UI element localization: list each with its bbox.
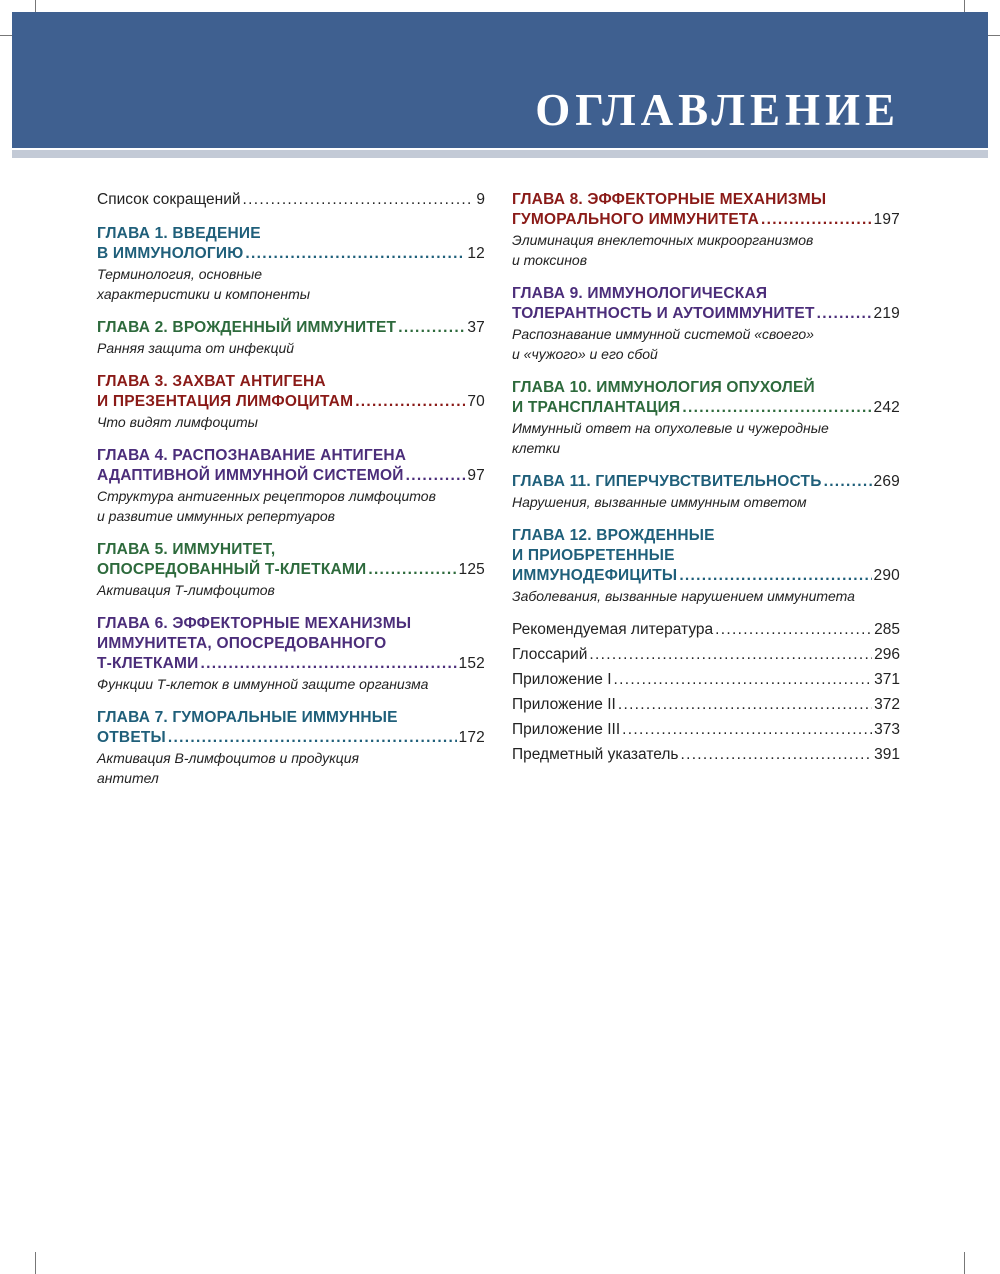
toc-back-matter: [512, 620, 900, 765]
chapter-title: ГЛАВА 12. ВРОЖДЕННЫЕ: [512, 527, 715, 544]
dot-leader: [406, 466, 466, 486]
toc-entry-chapter-12[interactable]: [512, 526, 900, 606]
page-number: 391: [874, 746, 900, 763]
chapter-subtitle: Активация Т-лимфоцитов: [97, 582, 275, 598]
dot-leader: [679, 566, 871, 586]
toc-entry-chapter-7[interactable]: [97, 708, 485, 788]
page-number: 37: [467, 319, 485, 336]
toc-entry-appendix-2[interactable]: [512, 695, 900, 715]
chapter-title: В ИММУНОЛОГИЮ: [97, 245, 244, 262]
chapter-title: ГЛАВА 3. ЗАХВАТ АНТИГЕНА: [97, 373, 326, 390]
dot-leader: [398, 318, 465, 338]
chapter-title: И ПРИОБРЕТЕННЫЕ: [512, 547, 675, 564]
page-number: 9: [476, 191, 485, 208]
header-stripe: [12, 150, 988, 158]
entry-label: Глоссарий: [512, 646, 588, 663]
dot-leader: [682, 398, 871, 418]
dot-leader: [824, 472, 872, 492]
toc-entry-chapter-3[interactable]: [97, 372, 485, 432]
toc-entry-chapter-5[interactable]: [97, 540, 485, 600]
page-number: 70: [467, 393, 485, 410]
entry-label: Рекомендуемая литература: [512, 621, 714, 638]
chapter-subtitle: Нарушения, вызванные иммунным ответом: [512, 494, 807, 510]
chapter-title: Т-КЛЕТКАМИ: [97, 655, 199, 672]
dot-leader: [618, 695, 872, 715]
chapter-subtitle: клетки: [512, 440, 561, 456]
page-number: 172: [458, 729, 485, 746]
entry-label: Приложение II: [512, 696, 616, 713]
page-number: 12: [467, 245, 485, 262]
chapter-title: ГЛАВА 8. ЭФФЕКТОРНЫЕ МЕХАНИЗМЫ: [512, 191, 827, 208]
dot-leader: [614, 670, 873, 690]
chapter-subtitle: и «чужого» и его сбой: [512, 346, 658, 362]
chapter-title: ГЛАВА 7. ГУМОРАЛЬНЫЕ ИММУННЫЕ: [97, 709, 398, 726]
dot-leader: [200, 654, 456, 674]
chapter-subtitle: Ранняя защита от инфекций: [97, 340, 295, 356]
chapter-subtitle: Активация В-лимфоцитов и продукция: [97, 750, 359, 766]
chapter-subtitle: Структура антигенных рецепторов лимфоцитов: [97, 488, 436, 504]
dot-leader: [680, 745, 872, 765]
dot-leader: [245, 244, 465, 264]
chapter-title: ГУМОРАЛЬНОГО ИММУНИТЕТА: [512, 211, 759, 228]
toc-entry-chapter-2[interactable]: [97, 318, 485, 358]
chapter-subtitle: Распознавание иммунной системой «своего»: [512, 326, 814, 342]
page-number: 219: [873, 305, 900, 322]
toc-entry-chapter-1[interactable]: [97, 224, 485, 304]
chapter-subtitle: антител: [97, 770, 159, 786]
crop-mark: [964, 1252, 965, 1274]
entry-label: Приложение I: [512, 671, 612, 688]
chapter-subtitle: Иммунный ответ на опухолевые и чужеродные: [512, 420, 829, 436]
dot-leader: [355, 392, 465, 412]
dot-leader: [622, 720, 872, 740]
chapter-title: ИММУНИТЕТА, ОПОСРЕДОВАННОГО: [97, 635, 387, 652]
chapter-subtitle: Что видят лимфоциты: [97, 414, 258, 430]
chapter-title: ГЛАВА 2. ВРОЖДЕННЫЙ ИММУНИТЕТ: [97, 319, 397, 336]
chapter-title: ИММУНОДЕФИЦИТЫ: [512, 567, 678, 584]
chapter-title: И ТРАНСПЛАНТАЦИЯ: [512, 399, 681, 416]
chapter-title: ОПОСРЕДОВАННЫЙ Т-КЛЕТКАМИ: [97, 561, 367, 578]
page-number: 269: [873, 473, 900, 490]
page-number: 242: [873, 399, 900, 416]
entry-label: Приложение III: [512, 721, 621, 738]
toc-entry-chapter-9[interactable]: [512, 284, 900, 364]
chapter-title: ГЛАВА 1. ВВЕДЕНИЕ: [97, 225, 261, 242]
page-number: 371: [874, 671, 900, 688]
chapter-title: ГЛАВА 11. ГИПЕРЧУВСТВИТЕЛЬНОСТЬ: [512, 473, 822, 490]
dot-leader: [817, 304, 872, 324]
toc-entry-references[interactable]: [512, 620, 900, 640]
toc-entry-abbreviations[interactable]: [97, 190, 485, 210]
chapter-title: И ПРЕЗЕНТАЦИЯ ЛИМФОЦИТАМ: [97, 393, 354, 410]
chapter-subtitle: Функции Т-клеток в иммунной защите организма: [97, 676, 429, 692]
chapter-title: ГЛАВА 9. ИММУНОЛОГИЧЕСКАЯ: [512, 285, 768, 302]
toc-entry-chapter-6[interactable]: [97, 614, 485, 694]
chapter-title: ГЛАВА 6. ЭФФЕКТОРНЫЕ МЕХАНИЗМЫ: [97, 615, 412, 632]
chapter-title: ГЛАВА 10. ИММУНОЛОГИЯ ОПУХОЛЕЙ: [512, 379, 815, 396]
chapter-subtitle: Терминология, основные: [97, 266, 263, 282]
toc-entry-chapter-11[interactable]: [512, 472, 900, 512]
page-number: 296: [874, 646, 900, 663]
dot-leader: [761, 210, 872, 230]
toc-entry-glossary[interactable]: [512, 645, 900, 665]
dot-leader: [589, 645, 872, 665]
chapter-subtitle: Заболевания, вызванные нарушением иммунитета: [512, 588, 855, 604]
chapter-title: ГЛАВА 5. ИММУНИТЕТ,: [97, 541, 276, 558]
crop-mark: [35, 1252, 36, 1274]
chapter-subtitle: и развитие иммунных репертуаров: [97, 508, 335, 524]
chapter-title: ТОЛЕРАНТНОСТЬ И АУТОИММУНИТЕТ: [512, 305, 815, 322]
chapter-title: ГЛАВА 4. РАСПОЗНАВАНИЕ АНТИГЕНА: [97, 447, 407, 464]
toc-entry-appendix-3[interactable]: [512, 720, 900, 740]
dot-leader: [368, 560, 456, 580]
page-number: 125: [458, 561, 485, 578]
chapter-title: ОТВЕТЫ: [97, 729, 166, 746]
toc-right-column: [512, 190, 900, 770]
toc-entry-chapter-8[interactable]: [512, 190, 900, 270]
page-number: 97: [467, 467, 485, 484]
toc-entry-chapter-10[interactable]: [512, 378, 900, 458]
toc-left-column: [97, 190, 485, 802]
page-number: 290: [873, 567, 900, 584]
page-number: 152: [458, 655, 485, 672]
chapter-title: АДАПТИВНОЙ ИММУННОЙ СИСТЕМОЙ: [97, 467, 404, 484]
entry-label: Предметный указатель: [512, 746, 679, 763]
dot-leader: [715, 620, 872, 640]
page-number: 372: [874, 696, 900, 713]
toc-entry-appendix-1[interactable]: [512, 670, 900, 690]
page-number: 197: [873, 211, 900, 228]
page-number: 373: [874, 721, 900, 738]
chapter-subtitle: характеристики и компоненты: [97, 286, 311, 302]
chapter-subtitle: Элиминация внеклеточных микроорганизмов: [512, 232, 814, 248]
page-title: ОГЛАВЛЕНИЕ: [535, 85, 900, 135]
chapter-subtitle: и токсинов: [512, 252, 588, 268]
dot-leader: [243, 190, 475, 210]
toc-entry-chapter-4[interactable]: [97, 446, 485, 526]
dot-leader: [168, 728, 457, 748]
toc-entry-subject-index[interactable]: [512, 745, 900, 765]
entry-label: Список сокращений: [97, 191, 241, 208]
page-number: 285: [874, 621, 900, 638]
